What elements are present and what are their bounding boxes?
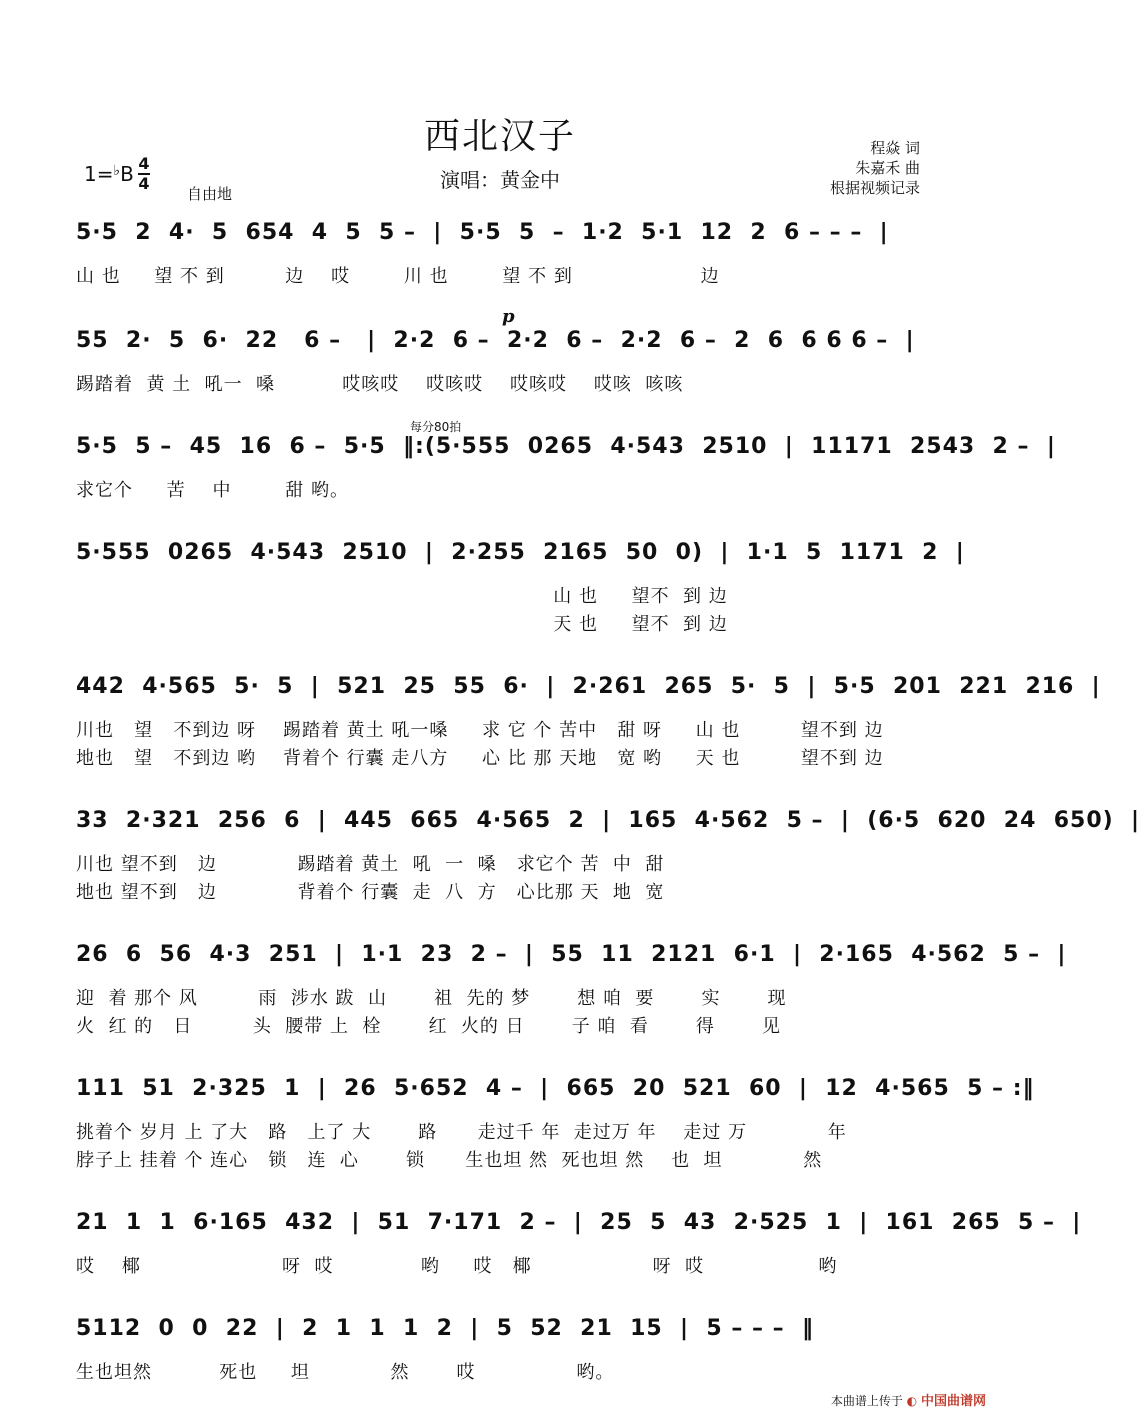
time-signature: 4 4 [138,154,150,193]
notes-line: 5·5 5 – 45 16 6 – 5·5 ‖:(5·555 0265 4·543 2510 | 11171 2543 2 – | [76,434,1056,459]
site-logo-icon: ◐ [906,1394,918,1408]
lyrics-line-1: 挑着个 岁月 上 了大 路 上了 大 路 走过千 年 走过万 年 走过 万 年 [76,1122,847,1143]
credits-block [830,138,920,198]
tempo-marking-free: 自由地 [187,185,233,203]
lyrics-line-2: 地也 望不到 边 背着个 行囊 走 八 方 心比那 天 地 宽 [76,882,665,903]
notes-line: 442 4·565 5· 5 | 521 25 55 6· | 2·261 265 5· 5 | 5·5 201 221 216 | [76,674,1101,699]
lyrics-line-2: 脖子上 挂着 个 连心 锁 连 心 锁 生也坦 然 死也坦 然 也 坦 然 [76,1150,823,1171]
key-signature: 1=♭B [84,162,134,186]
notes-line: 26 6 56 4·3 251 | 1·1 23 2 – | 55 11 2121 6·1 | 2·165 4·562 5 – | [76,942,1067,967]
lyrics-line-1: 求它个 苦 中 甜 哟。 [76,480,349,501]
lyrics-line-2: 火 红 的 日 头 腰带 上 栓 红 火的 日 子 咱 看 得 见 [76,1016,781,1037]
notes-line: 5·5 2 4· 5 654 4 5 5 – | 5·5 5 – 1·2 5·1 12 2 6 – – – | [76,220,889,245]
singer-credit: 演唱：黄金中 [440,168,560,192]
lyricist-credit: 程焱 词 [870,139,920,157]
notes-line: 5·555 0265 4·543 2510 | 2·255 2165 50 0) | 1·1 5 1171 2 | [76,540,965,565]
lyrics-line-1: 哎 椰 呀 哎 哟 哎 椰 呀 哎 哟 [76,1256,838,1277]
song-title: 西北汉子 [423,116,576,157]
notes-line: 55 2· 5 6· 22 6 – | 2·2 6 – 2·2 6 – 2·2 6 – 2 6 6 6 6 – | [76,328,915,353]
notes-line: 33 2·321 256 6 | 445 665 4·565 2 | 165 4·562 5 – | (6·5 620 24 650) | [76,808,1140,833]
lyrics-line-1: 山 也 望不 到 边 [76,586,728,607]
lyrics-line-2: 地也 望 不到边 哟 背着个 行囊 走八方 心 比 那 天地 宽 哟 天 也 望不到 边 [76,748,884,769]
notes-line: 21 1 1 6·165 432 | 51 7·171 2 – | 25 5 43 2·525 1 | 161 265 5 – | [76,1210,1082,1235]
lyrics-line-2: 天 也 望不 到 边 [76,614,728,635]
lyrics-line-1: 生也坦然 死也 坦 然 哎 哟。 [76,1362,615,1383]
notes-line: 5112 0 0 22 | 2 1 1 1 2 | 5 52 21 15 | 5 – – – ‖ [76,1316,814,1341]
tempo-marking-80: 每分80拍 [410,420,462,434]
composer-credit: 朱嘉禾 曲 [855,159,920,177]
notes-line: 111 51 2·325 1 | 26 5·652 4 – | 665 20 521 60 | 12 4·565 5 – :‖ [76,1076,1035,1101]
lyrics-line-1: 踢踏着 黄 土 吼一 嗓 哎咳哎 哎咳哎 哎咳哎 哎咳 咳咳 [76,374,684,395]
site-footer: 本曲谱上传于 ◐ 中国曲谱网 [830,1394,986,1409]
lyrics-line-1: 川也 望不到 边 踢踏着 黄土 吼 一 嗓 求它个 苦 中 甜 [76,854,665,875]
lyrics-line-1: 山 也 望 不 到 边 哎 川 也 望 不 到 边 [76,266,720,287]
source-note: 根据视频记录 [829,179,920,197]
lyrics-line-1: 川也 望 不到边 呀 踢踏着 黄土 吼一嗓 求 它 个 苦中 甜 呀 山 也 望不到 边 [76,720,884,741]
dynamic-marking: p [502,306,515,327]
lyrics-line-1: 迎 着 那个 风 雨 涉水 跋 山 祖 先的 梦 想 咱 要 实 现 [76,988,787,1009]
